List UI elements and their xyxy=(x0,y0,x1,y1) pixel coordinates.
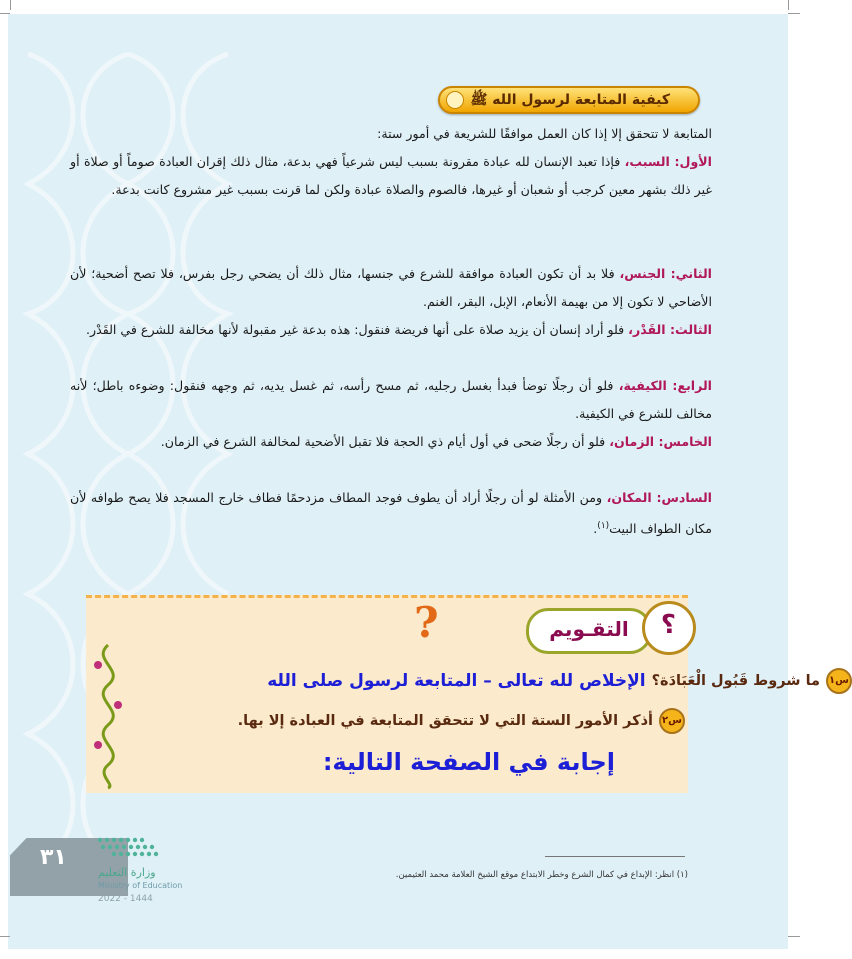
item-manner xyxy=(70,372,712,428)
ministry-name-en: Ministry of Education xyxy=(98,881,183,890)
item-label: الخامس: الزمان، xyxy=(609,434,712,449)
item-label: السادس: المكان، xyxy=(606,490,712,505)
item-label: الثالث: القَدْر، xyxy=(628,322,712,337)
footnote: (١) انظر: الإبداع في كمال الشرع وخطر الابتداع موقع الشيخ العلامة محمد العثيمين. xyxy=(395,870,688,880)
intro-paragraph xyxy=(70,120,712,148)
handwritten-answer: الإخلاص لله تعالى – المتابعة لرسول صلى الله xyxy=(267,671,646,691)
item-label: الأول: السبب، xyxy=(624,154,712,169)
question-text: أذكر الأمور الستة التي لا تتحقق المتابعة في العبادة إلا بها. xyxy=(237,713,653,729)
item-time xyxy=(70,428,712,456)
item-text: فلو أراد إنسان أن يزيد صلاة على أنها فريضة فنقول: هذه بدعة غير مقبولة لأنها مخالفة للشرع في القَدْر. xyxy=(86,322,625,337)
crop-mark xyxy=(788,13,800,14)
crop-mark xyxy=(788,936,800,937)
page-number: ٣١ xyxy=(40,845,67,870)
item-genus xyxy=(70,260,712,316)
edition-year: 2022 - 1444 xyxy=(98,894,153,904)
evaluation-title: التقـويم xyxy=(549,617,629,641)
item-label: الثاني: الجنس، xyxy=(619,266,712,281)
section-title: كيفية المتابعة لرسول الله ﷺ xyxy=(470,92,670,108)
floral-border xyxy=(86,640,130,790)
item-text: ومن الأمثلة لو أن رجلًا أراد أن يطوف فوجد المطاف مزدحمًا فطاف خارج المسجد فلا يصح طوافه لأن مكان الطواف البيت xyxy=(70,490,712,537)
footnote-divider xyxy=(545,856,685,857)
ministry-name: وزارة التعليم xyxy=(98,866,156,879)
item-text: فلو أن رجلًا ضحى في أول أيام ذي الحجة فلا تقبل الأضحية لمخالفة الشرع في الزمان. xyxy=(160,434,606,449)
question-mark-icon: ? xyxy=(414,598,439,647)
item-place xyxy=(70,484,712,543)
question-2 xyxy=(238,708,685,734)
question-text: ما شروط قَبُول الْعَبَادَة؟ xyxy=(651,673,820,689)
ministry-logo-icon xyxy=(94,834,174,860)
item-text: فإذا تعبد الإنسان لله عبادة مقرونة بسبب ليس شرعياً فهي بدعة، مثال ذلك إقران العبادة صوماً أو صلاة أو غير ذلك بشهر معين كرجب أو شعبان أو غيرها، فالصوم والصلاة عبادة ولكن لما قرنت بسبب غير مشروع كانت بدعة. xyxy=(70,154,712,197)
question-1 xyxy=(267,668,852,694)
crop-mark xyxy=(788,0,789,10)
item-label: الرابع: الكيفية، xyxy=(618,378,712,393)
crop-mark xyxy=(0,13,10,14)
question-badge: س١ xyxy=(826,668,852,694)
item-text: فلو أن رجلًا توضأ فبدأ بغسل رجليه، ثم مسح رأسه، ثم غسل يديه، ثم وجهه فنقول: وضوءه باطل؛ لأنه مخالف للشرع في الكيفية. xyxy=(70,378,712,421)
crop-mark xyxy=(10,0,11,10)
answer-note: إجابة في الصفحة التالية: xyxy=(322,748,615,776)
section-title-banner xyxy=(438,86,700,114)
evaluation-icon xyxy=(642,601,696,655)
item-text: فلا بد أن تكون العبادة موافقة للشرع في جنسها، مثال ذلك أن يضحي رجل بفرس، فلا تصح أضحية؛ لأن الأضاحي لا تكون إلا من بهيمة الأنعام، الإبل، البقر، الغنم. xyxy=(70,266,712,309)
footnote-ref[interactable]: (١) xyxy=(597,521,610,531)
question-badge: س٢ xyxy=(659,708,685,734)
question-icon: ؟ xyxy=(660,610,676,640)
crop-mark xyxy=(0,936,10,937)
item-cause xyxy=(70,148,712,204)
item-amount xyxy=(70,316,712,344)
honorific-icon xyxy=(446,91,464,109)
item-end: . xyxy=(593,521,598,537)
evaluation-header xyxy=(526,608,652,654)
intro-text: المتابعة لا تتحقق إلا إذا كان العمل موافقًا للشريعة في أمور ستة: xyxy=(377,126,712,141)
